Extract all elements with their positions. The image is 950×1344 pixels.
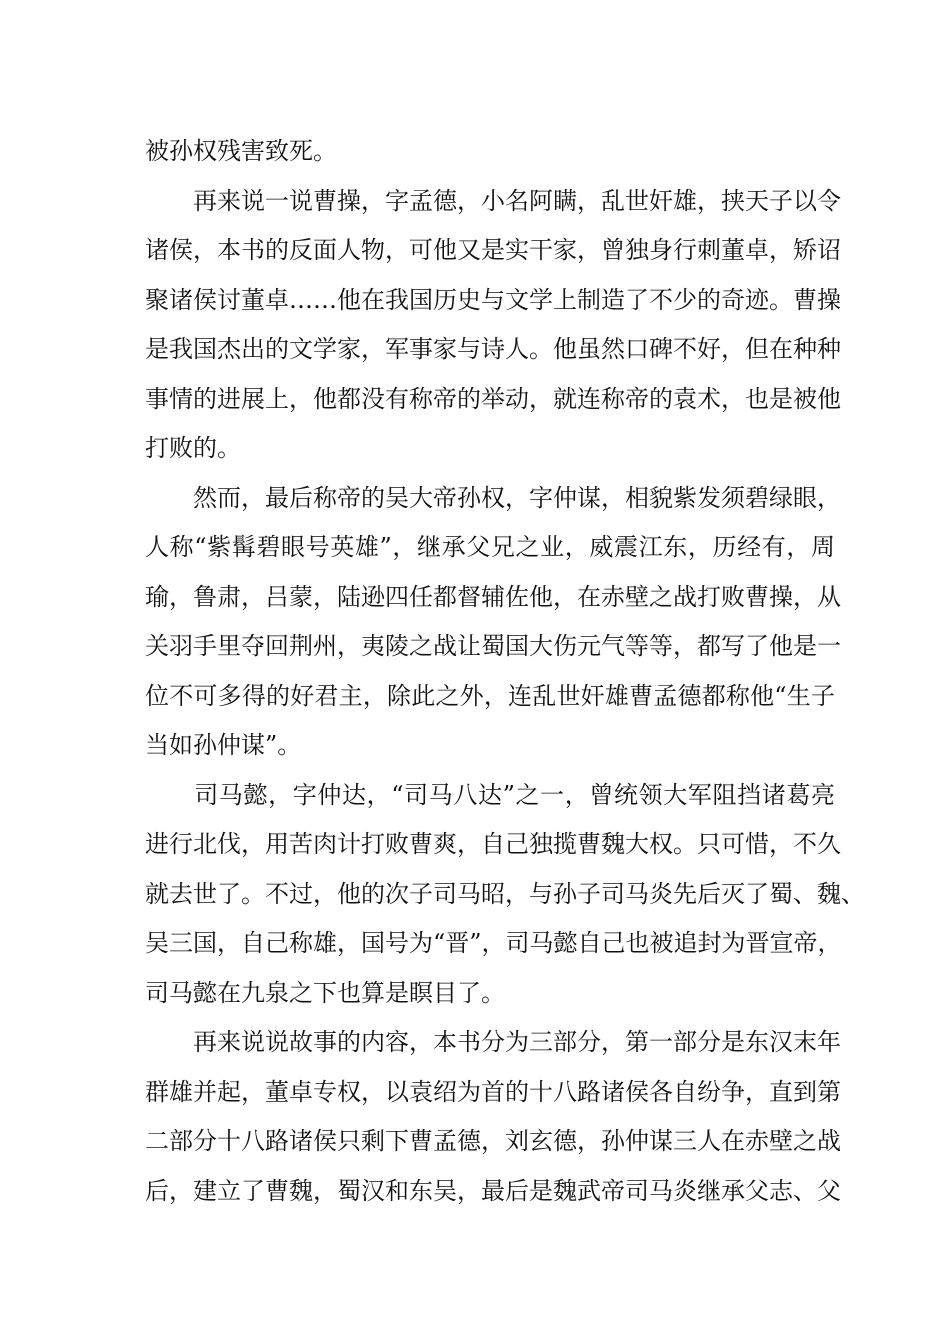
text-line: 瑜，鲁肃，吕蒙，陆逊四任都督辅佐他，在赤壁之战打败曹操，从 bbox=[145, 582, 841, 611]
text-line: 进行北伐，用苦肉计打败曹爽，自己独揽曹魏大权。只可惜，不久 bbox=[145, 830, 841, 858]
text-line: 被孙权残害致死。 bbox=[145, 137, 337, 165]
text-line: 是我国杰出的文学家，军事家与诗人。他虽然口碑不好，但在种种 bbox=[145, 335, 841, 363]
text-line: 司马懿在九泉之下也算是瞑目了。 bbox=[145, 978, 505, 1007]
text-line: 然而，最后称帝的吴大帝孙权，字仲谋，相貌紫发须碧绿眼， bbox=[145, 483, 841, 512]
body-text bbox=[145, 127, 865, 1216]
text-line: 人称“紫髯碧眼号英雄”，继承父兄之业，威震江东，历经有，周 bbox=[145, 533, 835, 561]
text-line: 再来说说故事的内容，本书分为三部分，第一部分是东汉末年 bbox=[145, 1028, 841, 1056]
text-line: 关羽手里夺回荆州，夷陵之战让蜀国大伤元气等等，都写了他是一 bbox=[145, 632, 841, 660]
text-line: 就去世了。不过，他的次子司马昭，与孙子司马炎先后灭了蜀、魏、 bbox=[145, 879, 865, 908]
text-line: 再来说一说曹操，字孟德，小名阿瞒，乱世奸雄，挟天子以令 bbox=[145, 186, 841, 215]
text-line: 群雄并起，董卓专权，以袁绍为首的十八路诸侯各自纷争，直到第 bbox=[145, 1077, 841, 1106]
text-line: 二部分十八路诸侯只剩下曹孟德，刘玄德，孙仲谋三人在赤壁之战 bbox=[145, 1127, 841, 1155]
text-line: 打败的。 bbox=[145, 434, 241, 462]
text-line: 位不可多得的好君主，除此之外，连乱世奸雄曹孟德都称他“生子 bbox=[145, 681, 835, 710]
text-line: 当如孙仲谋”。 bbox=[145, 731, 302, 759]
text-line: 后，建立了曹魏，蜀汉和东吴，最后是魏武帝司马炎继承父志、父 bbox=[145, 1176, 841, 1205]
text-line: 吴三国，自己称雄，国号为“晋”，司马懿自己也被追封为晋宣帝， bbox=[145, 929, 842, 957]
text-line: 诸侯，本书的反面人物，可他又是实干家，曾独身行刺董卓，矫诏 bbox=[145, 236, 841, 264]
text-line: 聚诸侯讨董卓……他在我国历史与文学上制造了不少的奇迹。曹操 bbox=[145, 285, 841, 314]
text-line: 事情的进展上，他都没有称帝的举动，就连称帝的袁术，也是被他 bbox=[145, 384, 841, 413]
text-line: 司马懿，字仲达，“司马八达”之一，曾统领大军阻挡诸葛亮 bbox=[145, 780, 835, 809]
